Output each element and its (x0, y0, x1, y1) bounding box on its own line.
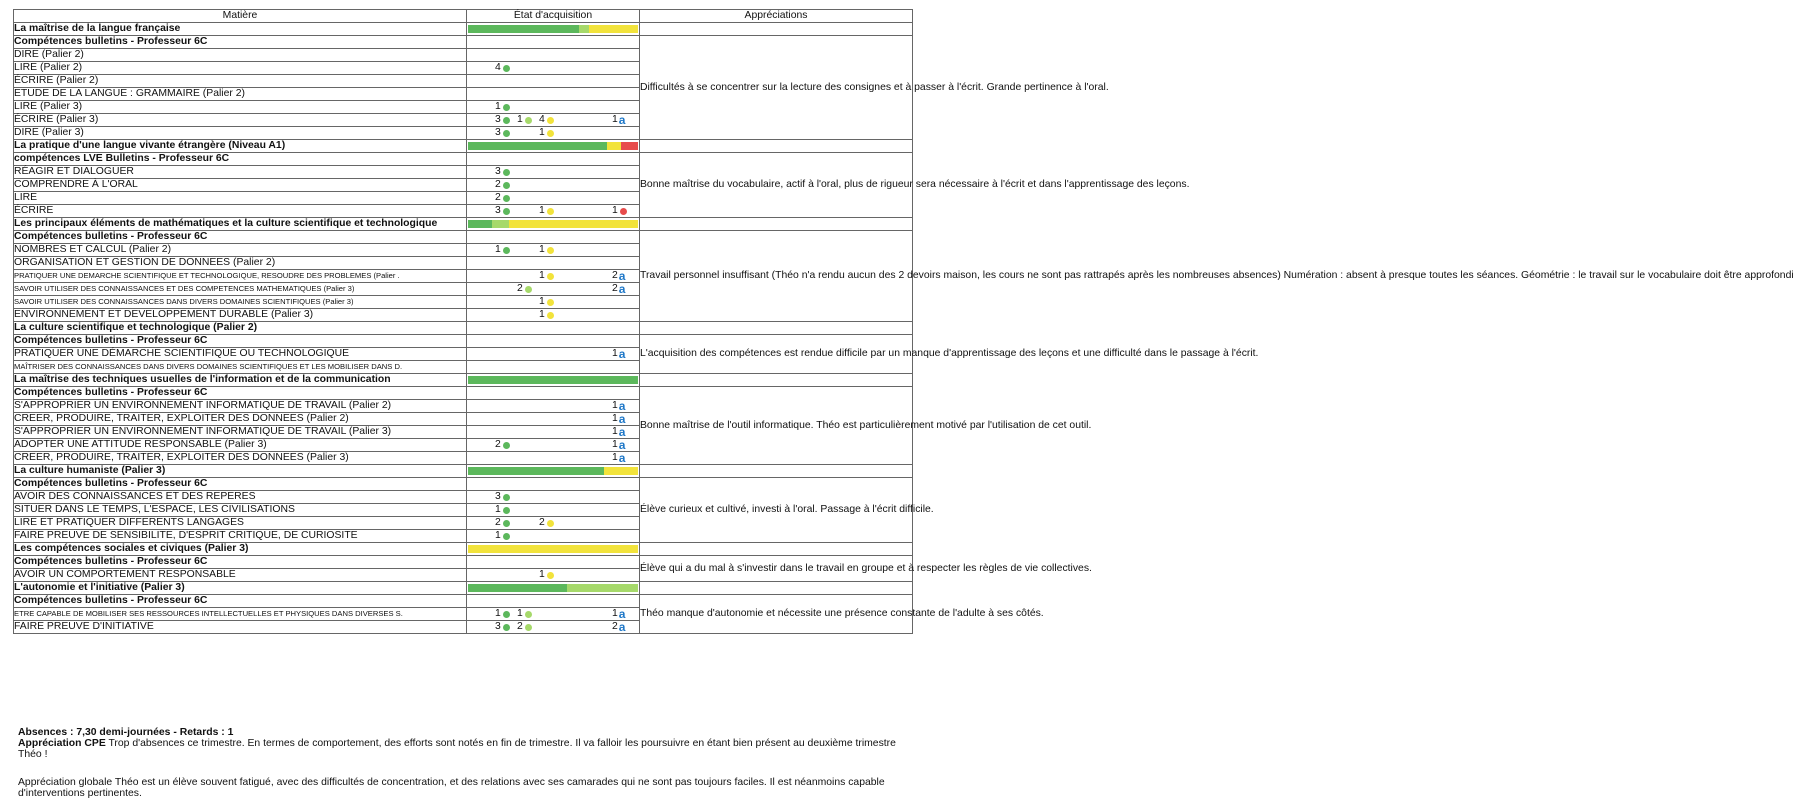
green-dot-icon (503, 611, 510, 618)
mark-green (495, 192, 510, 204)
domain-appr-blank (640, 374, 913, 387)
competency-label: ORGANISATION ET GESTION DE DONNEES (Palier 2) (14, 257, 467, 270)
lgreen-dot-icon (525, 624, 532, 631)
domain-title: La culture scientifique et technologique (Palier 2) (14, 322, 467, 335)
mark-count: 2 (495, 192, 501, 203)
domain-title: L'autonomie et l'initiative (Palier 3) (14, 582, 467, 595)
domain-appr-blank (640, 322, 913, 335)
header-etat: État d'acquisition (467, 10, 640, 23)
mark-red (612, 205, 627, 217)
green-dot-icon (503, 195, 510, 202)
mark-count: 3 (495, 166, 501, 177)
absent-a-icon: a (618, 412, 626, 426)
absent-a-icon: a (618, 113, 626, 127)
domain-title: La maîtrise des techniques usuelles de l'information et de la communication (14, 374, 467, 387)
competency-label: AVOIR DES CONNAISSANCES ET DES REPERES (14, 491, 467, 504)
mark-count: 2 (517, 283, 523, 294)
mark-count: 2 (612, 270, 618, 281)
subheader-state (467, 153, 640, 166)
green-dot-icon (503, 533, 510, 540)
subheader-title: Compétences bulletins - Professeur 6C (14, 36, 467, 49)
yellow-dot-icon (547, 247, 554, 254)
mark-green (495, 504, 510, 516)
yellow-dot-icon (547, 312, 554, 319)
header-appreciations: Appréciations (640, 10, 913, 23)
mark-lgreen (517, 114, 532, 126)
bar-wrap (468, 220, 638, 228)
acquisition-marks (467, 569, 640, 582)
mark-yellow (539, 569, 554, 581)
domain-appr-blank (640, 465, 913, 478)
acquisition-marks (467, 270, 640, 283)
bar-wrap (468, 142, 638, 150)
mark-count: 1 (612, 439, 618, 450)
bar-wrap (468, 467, 638, 475)
global-text: Théo est un élève souvent fatigué, avec des difficultés de concentration, et des relations avec ses camarades qui ne sont pas toujours faciles. Il est néanmoins capable d'interventions pertinentes. (18, 777, 885, 799)
mark-green (495, 608, 510, 620)
bar-segment-red (621, 142, 638, 150)
bar-wrap (468, 324, 638, 332)
domain-acquisition-bar (467, 218, 640, 231)
bar-segment-green (468, 220, 492, 228)
domain-row (14, 543, 913, 556)
competency-label: ENVIRONNEMENT ET DEVELOPPEMENT DURABLE (Palier 3) (14, 309, 467, 322)
mark-count: 1 (539, 569, 545, 580)
mark-count: 3 (495, 205, 501, 216)
absent-a-icon: a (618, 399, 626, 413)
domain-acquisition-bar (467, 374, 640, 387)
domain-title: Les compétences sociales et civiques (Palier 3) (14, 543, 467, 556)
subheader-state (467, 231, 640, 244)
acquisition-marks (467, 608, 640, 621)
mark-count: 1 (612, 608, 618, 619)
competency-label: LIRE (Palier 2) (14, 62, 467, 75)
green-dot-icon (503, 65, 510, 72)
appreciation-text: Difficultés à se concentrer sur la lecture des consignes et à passer à l'écrit. Grande pertinence à l'oral. (640, 36, 913, 140)
mark-count: 2 (612, 621, 618, 632)
subheader-row (14, 387, 913, 400)
mark-yellow (539, 244, 554, 256)
mark-a (612, 608, 625, 620)
mark-count: 1 (495, 244, 501, 255)
competency-label: S'APPROPRIER UN ENVIRONNEMENT INFORMATIQUE DE TRAVAIL (Palier 3) (14, 426, 467, 439)
green-dot-icon (503, 104, 510, 111)
subheader-title: compétences LVE Bulletins - Professeur 6C (14, 153, 467, 166)
competency-label: DIRE (Palier 2) (14, 49, 467, 62)
cpe-label: Appréciation CPE (18, 738, 106, 749)
mark-count: 2 (495, 179, 501, 190)
mark-count: 2 (517, 621, 523, 632)
green-dot-icon (503, 208, 510, 215)
subheader-title: Compétences bulletins - Professeur 6C (14, 335, 467, 348)
mark-count: 2 (539, 517, 545, 528)
mark-count: 1 (612, 114, 618, 125)
subheader-row (14, 595, 913, 608)
yellow-dot-icon (547, 520, 554, 527)
absent-a-icon: a (618, 347, 626, 361)
subheader-state (467, 595, 640, 608)
domain-acquisition-bar (467, 23, 640, 36)
mark-green (495, 517, 510, 529)
table-header (14, 10, 913, 23)
domain-appr-blank (640, 23, 913, 36)
mark-green (495, 179, 510, 191)
acquisition-marks (467, 179, 640, 192)
absences-line: Absences : 7,30 demi-journées - Retards : 1 (18, 727, 234, 738)
mark-green (495, 439, 510, 451)
global-label: Appréciation globale (18, 777, 113, 788)
yellow-dot-icon (547, 299, 554, 306)
yellow-dot-icon (547, 273, 554, 280)
report-card (13, 9, 1794, 634)
acquisition-marks (467, 192, 640, 205)
acquisition-marks (467, 205, 640, 218)
mark-green (495, 101, 510, 113)
absent-a-icon: a (618, 282, 626, 296)
domain-row (14, 322, 913, 335)
acquisition-marks (467, 517, 640, 530)
acquisition-marks (467, 88, 640, 101)
mark-count: 1 (539, 244, 545, 255)
acquisition-marks (467, 491, 640, 504)
bar-segment-light-green (492, 220, 509, 228)
mark-a (612, 413, 625, 425)
mark-count: 1 (539, 127, 545, 138)
competency-label: ETRE CAPABLE DE MOBILISER SES RESSOURCES INTELLECTUELLES ET PHYSIQUES DANS DIVERSES S. (14, 608, 467, 621)
domain-acquisition-bar (467, 322, 640, 335)
appreciation-text: L'acquisition des compétences est rendue difficile par un manque d'apprentissage des leçons et une difficulté dans le passage à l'écrit. (640, 335, 913, 374)
competency-label: PRATIQUER UNE DÉMARCHE SCIENTIFIQUE OU TECHNOLOGIQUE (14, 348, 467, 361)
competency-label: FAIRE PREUVE D'INITIATIVE (14, 621, 467, 634)
green-dot-icon (503, 117, 510, 124)
green-dot-icon (503, 182, 510, 189)
mark-yellow (539, 517, 554, 529)
mark-count: 1 (495, 530, 501, 541)
bar-wrap (468, 545, 638, 553)
domain-acquisition-bar (467, 465, 640, 478)
bar-segment-yellow (607, 142, 621, 150)
mark-count: 1 (612, 426, 618, 437)
competency-label: CREER, PRODUIRE, TRAITER, EXPLOITER DES DONNEES (Palier 2) (14, 413, 467, 426)
absent-a-icon: a (618, 425, 626, 439)
competency-label: MAÎTRISER DES CONNAISSANCES DANS DIVERS DOMAINES SCIENTIFIQUES ET LES MOBILISER DANS D. (14, 361, 467, 374)
mark-a (612, 114, 625, 126)
domain-acquisition-bar (467, 140, 640, 153)
mark-count: 1 (612, 413, 618, 424)
mark-a (612, 283, 625, 295)
appreciation-text: Théo manque d'autonomie et nécessite une présence constante de l'adulte à ses côtés. (640, 595, 913, 634)
mark-green (495, 166, 510, 178)
yellow-dot-icon (547, 130, 554, 137)
competency-label: PRATIQUER UNE DEMARCHE SCIENTIFIQUE ET TECHNOLOGIQUE, RESOUDRE DES PROBLEMES (Palier . (14, 270, 467, 283)
header-matiere: Matière (14, 10, 467, 23)
subheader-state (467, 335, 640, 348)
subheader-row (14, 478, 913, 491)
mark-count: 1 (495, 101, 501, 112)
mark-yellow (539, 205, 554, 217)
competency-label: LIRE (14, 192, 467, 205)
mark-count: 1 (539, 205, 545, 216)
global-appreciation (18, 777, 918, 799)
lgreen-dot-icon (525, 117, 532, 124)
competency-label: ÉCRIRE (Palier 3) (14, 114, 467, 127)
domain-row (14, 140, 913, 153)
bar-segment-yellow (468, 545, 638, 553)
appreciation-text: Élève curieux et cultivé, investi à l'oral. Passage à l'écrit difficile. (640, 478, 913, 543)
domain-appr-blank (640, 543, 913, 556)
domain-appr-blank (640, 140, 913, 153)
mark-count: 1 (539, 270, 545, 281)
acquisition-marks (467, 114, 640, 127)
bar-segment-green (468, 376, 638, 384)
mark-count: 3 (495, 127, 501, 138)
competency-label: ADOPTER UNE ATTITUDE RESPONSABLE (Palier 3) (14, 439, 467, 452)
acquisition-marks (467, 283, 640, 296)
mark-count: 2 (495, 439, 501, 450)
mark-count: 1 (612, 452, 618, 463)
subheader-row (14, 231, 913, 244)
acquisition-marks (467, 348, 640, 361)
subheader-row (14, 153, 913, 166)
subheader-title: Compétences bulletins - Professeur 6C (14, 478, 467, 491)
domain-row (14, 465, 913, 478)
mark-count: 1 (495, 504, 501, 515)
appreciation-text: Bonne maîtrise de l'outil informatique. Théo est particulièrement motivé par l'utilisation de cet outil. (640, 387, 913, 465)
mark-count: 3 (495, 491, 501, 502)
domain-appr-blank (640, 582, 913, 595)
green-dot-icon (503, 494, 510, 501)
mark-lgreen (517, 621, 532, 633)
green-dot-icon (503, 247, 510, 254)
appreciation-text: Travail personnel insuffisant (Théo n'a rendu aucun des 2 devoirs maison, les cours ne sont pas rattrapés après les nombreuses absences) Numération : absent à presque toutes les séances. Géométrie : le travail sur le vocabulaire doit être approfondi (640, 231, 913, 322)
bar-segment-yellow (604, 467, 638, 475)
domain-acquisition-bar (467, 582, 640, 595)
mark-count: 1 (495, 608, 501, 619)
subheader-title: Compétences bulletins - Professeur 6C (14, 231, 467, 244)
absent-a-icon: a (618, 438, 626, 452)
competency-label: CREER, PRODUIRE, TRAITER, EXPLOITER DES DONNEES (Palier 3) (14, 452, 467, 465)
acquisition-marks (467, 127, 640, 140)
acquisition-marks (467, 296, 640, 309)
domain-row (14, 374, 913, 387)
mark-count: 4 (495, 62, 501, 73)
bar-segment-light-green (567, 584, 638, 592)
mark-count: 4 (539, 114, 545, 125)
mark-green (495, 530, 510, 542)
bar-segment-light-green (579, 25, 589, 33)
acquisition-marks (467, 166, 640, 179)
competency-label: COMPRENDRE À L'ORAL (14, 179, 467, 192)
cpe-text: Trop d'absences ce trimestre. En termes de comportement, des efforts sont notés en fin de trimestre. Il va falloir les poursuivre en étant bien présent au deuxième trimestre Théo ! (18, 738, 896, 760)
acquisition-marks (467, 413, 640, 426)
competency-label: RÉAGIR ET DIALOGUER (14, 166, 467, 179)
absent-a-icon: a (618, 607, 626, 621)
mark-count: 1 (612, 348, 618, 359)
bar-segment-yellow (509, 220, 638, 228)
competency-label: FAIRE PREUVE DE SENSIBILITE, D'ESPRIT CRITIQUE, DE CURIOSITE (14, 530, 467, 543)
mark-a (612, 400, 625, 412)
subheader-state (467, 556, 640, 569)
domain-acquisition-bar (467, 543, 640, 556)
domain-title: La culture humaniste (Palier 3) (14, 465, 467, 478)
subheader-state (467, 36, 640, 49)
appreciation-text: Élève qui a du mal à s'investir dans le travail en groupe et à respecter les règles de vie collectives. (640, 556, 913, 582)
competency-label: SAVOIR UTILISER DES CONNAISSANCES DANS DIVERS DOMAINES SCIENTIFIQUES (Palier 3) (14, 296, 467, 309)
mark-count: 1 (539, 309, 545, 320)
acquisition-marks (467, 101, 640, 114)
green-dot-icon (503, 507, 510, 514)
bar-segment-green (468, 25, 579, 33)
competency-label: S'APPROPRIER UN ENVIRONNEMENT INFORMATIQUE DE TRAVAIL (Palier 2) (14, 400, 467, 413)
mark-lgreen (517, 283, 532, 295)
lgreen-dot-icon (525, 286, 532, 293)
mark-count: 3 (495, 114, 501, 125)
subheader-row (14, 36, 913, 49)
competency-label: AVOIR UN COMPORTEMENT RESPONSABLE (14, 569, 467, 582)
mark-yellow (539, 127, 554, 139)
domain-title: Les principaux éléments de mathématiques et la culture scientifique et technologique (14, 218, 467, 231)
mark-green (495, 205, 510, 217)
mark-count: 3 (495, 621, 501, 632)
mark-a (612, 621, 625, 633)
bar-segment-green (468, 467, 604, 475)
mark-count: 2 (612, 283, 618, 294)
subheader-row (14, 335, 913, 348)
subheader-title: Compétences bulletins - Professeur 6C (14, 556, 467, 569)
domain-title: La pratique d'une langue vivante étrangère (Niveau A1) (14, 140, 467, 153)
competency-table (13, 9, 1794, 634)
acquisition-marks (467, 439, 640, 452)
acquisition-marks (467, 400, 640, 413)
competency-label: ETUDE DE LA LANGUE : GRAMMAIRE (Palier 2) (14, 88, 467, 101)
competency-label: DIRE (Palier 3) (14, 127, 467, 140)
mark-count: 1 (612, 205, 618, 216)
mark-yellow (539, 270, 554, 282)
mark-lgreen (517, 608, 532, 620)
mark-green (495, 244, 510, 256)
mark-green (495, 62, 510, 74)
acquisition-marks (467, 75, 640, 88)
mark-a (612, 270, 625, 282)
mark-count: 1 (517, 114, 523, 125)
acquisition-marks (467, 504, 640, 517)
acquisition-marks (467, 257, 640, 270)
green-dot-icon (503, 520, 510, 527)
bar-wrap (468, 584, 638, 592)
acquisition-marks (467, 62, 640, 75)
bar-segment-green (468, 142, 607, 150)
yellow-dot-icon (547, 208, 554, 215)
acquisition-marks (467, 621, 640, 634)
absent-a-icon: a (618, 269, 626, 283)
acquisition-marks (467, 452, 640, 465)
green-dot-icon (503, 130, 510, 137)
competency-label: SITUER DANS LE TEMPS, L'ESPACE, LES CIVILISATIONS (14, 504, 467, 517)
yellow-dot-icon (547, 572, 554, 579)
competency-label: NOMBRES ET CALCUL (Palier 2) (14, 244, 467, 257)
domain-row (14, 218, 913, 231)
mark-a (612, 348, 625, 360)
mark-green (495, 127, 510, 139)
bar-segment-green (468, 584, 567, 592)
domain-row (14, 582, 913, 595)
subheader-title: Compétences bulletins - Professeur 6C (14, 387, 467, 400)
acquisition-marks (467, 530, 640, 543)
red-dot-icon (620, 208, 627, 215)
mark-a (612, 452, 625, 464)
bar-segment-yellow (589, 25, 638, 33)
mark-green (495, 621, 510, 633)
mark-yellow (539, 296, 554, 308)
mark-yellow (539, 114, 554, 126)
green-dot-icon (503, 169, 510, 176)
domain-row (14, 23, 913, 36)
bar-wrap (468, 376, 638, 384)
acquisition-marks (467, 244, 640, 257)
mark-count: 1 (539, 296, 545, 307)
absent-a-icon: a (618, 620, 626, 634)
mark-count: 1 (517, 608, 523, 619)
acquisition-marks (467, 49, 640, 62)
green-dot-icon (503, 442, 510, 449)
domain-title: La maîtrise de la langue française (14, 23, 467, 36)
lgreen-dot-icon (525, 611, 532, 618)
cpe-appreciation (18, 738, 918, 760)
acquisition-marks (467, 309, 640, 322)
appreciation-text: Bonne maîtrise du vocabulaire, actif à l'oral, plus de rigueur sera nécessaire à l'écrit et dans l'apprentissage des leçons. (640, 153, 913, 218)
subheader-title: Compétences bulletins - Professeur 6C (14, 595, 467, 608)
subheader-state (467, 387, 640, 400)
competency-label: LIRE ET PRATIQUER DIFFERENTS LANGAGES (14, 517, 467, 530)
competency-label: LIRE (Palier 3) (14, 101, 467, 114)
mark-count: 2 (495, 517, 501, 528)
competency-label: SAVOIR UTILISER DES CONNAISSANCES ET DES COMPETENCES MATHEMATIQUES (Palier 3) (14, 283, 467, 296)
mark-yellow (539, 309, 554, 321)
mark-green (495, 491, 510, 503)
mark-green (495, 114, 510, 126)
green-dot-icon (503, 624, 510, 631)
mark-a (612, 439, 625, 451)
competency-label: ÉCRIRE (14, 205, 467, 218)
domain-appr-blank (640, 218, 913, 231)
subheader-row (14, 556, 913, 569)
footer (18, 727, 918, 760)
mark-a (612, 426, 625, 438)
acquisition-marks (467, 361, 640, 374)
absent-a-icon: a (618, 451, 626, 465)
subheader-state (467, 478, 640, 491)
mark-count: 1 (612, 400, 618, 411)
competency-label: ÉCRIRE (Palier 2) (14, 75, 467, 88)
yellow-dot-icon (547, 117, 554, 124)
acquisition-marks (467, 426, 640, 439)
bar-wrap (468, 25, 638, 33)
